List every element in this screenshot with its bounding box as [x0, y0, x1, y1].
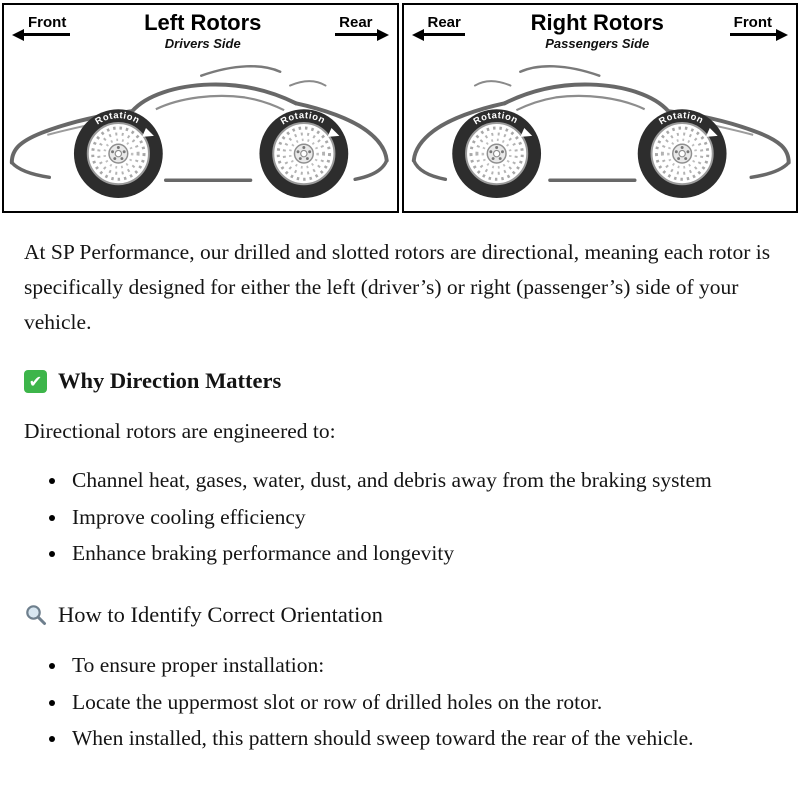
rear-label: Rear [335, 15, 376, 36]
rear-label: Rear [424, 15, 465, 36]
left-panel-titles [70, 11, 335, 51]
orientation-steps-list [24, 648, 774, 756]
rotation-label: Rotation [93, 110, 142, 127]
section-heading-identify-orientation [24, 597, 774, 633]
right-arrow-icon [377, 29, 389, 41]
rear-direction-indicator [412, 15, 465, 36]
left-panel-header [4, 5, 397, 51]
front-direction-indicator [12, 15, 70, 36]
benefits-list [24, 463, 774, 571]
panel-subtitle: Drivers Side [164, 36, 241, 52]
section-heading-why-direction-matters [24, 363, 774, 399]
list-item: • Enhance braking performance and longevity [68, 536, 774, 571]
article-body [0, 213, 800, 784]
panel-subtitle: Passengers Side [545, 36, 650, 52]
rear-direction-indicator [335, 15, 388, 36]
left-rotors-panel [2, 3, 399, 213]
magnifying-glass-icon [24, 603, 48, 627]
left-arrow-icon [12, 29, 24, 41]
right-arrow-icon [776, 29, 788, 41]
front-label: Front [730, 15, 776, 36]
right-panel-titles [465, 11, 730, 51]
panel-title: Left Rotors [144, 10, 262, 35]
list-item: • To ensure proper installation: [68, 648, 774, 683]
left-car-illustration [4, 52, 397, 200]
right-panel-header [404, 5, 797, 51]
rotation-label: Rotation [656, 110, 705, 127]
right-rotors-panel [402, 3, 799, 213]
rotor-direction-diagram [0, 0, 800, 213]
section-heading-text: Why Direction Matters [58, 368, 282, 394]
list-item: • Improve cooling efficiency [68, 500, 774, 535]
left-arrow-icon [412, 29, 424, 41]
rotation-label: Rotation [471, 110, 520, 127]
intro-paragraph: At SP Performance, our drilled and slotted rotors are directional, meaning each rotor is specifically designed for either the left (driver’s) or right (passenger’s) side of your vehicle. [24, 240, 771, 334]
check-mark-icon: ✔ [24, 370, 47, 393]
rotation-label: Rotation [278, 110, 328, 127]
list-item: • Locate the uppermost slot or row of drilled holes on the rotor. [68, 685, 774, 720]
front-direction-indicator [730, 15, 788, 36]
right-car-illustration [404, 52, 797, 200]
section-heading-text: How to Identify Correct Orientation [58, 602, 383, 628]
list-item: • Channel heat, gases, water, dust, and debris away from the braking system [68, 463, 774, 498]
engineered-lead-paragraph: Directional rotors are engineered to: [24, 418, 336, 443]
panel-title: Right Rotors [530, 10, 664, 35]
list-item: • When installed, this pattern should sweep toward the rear of the vehicle. [68, 721, 774, 756]
front-label: Front [24, 15, 70, 36]
